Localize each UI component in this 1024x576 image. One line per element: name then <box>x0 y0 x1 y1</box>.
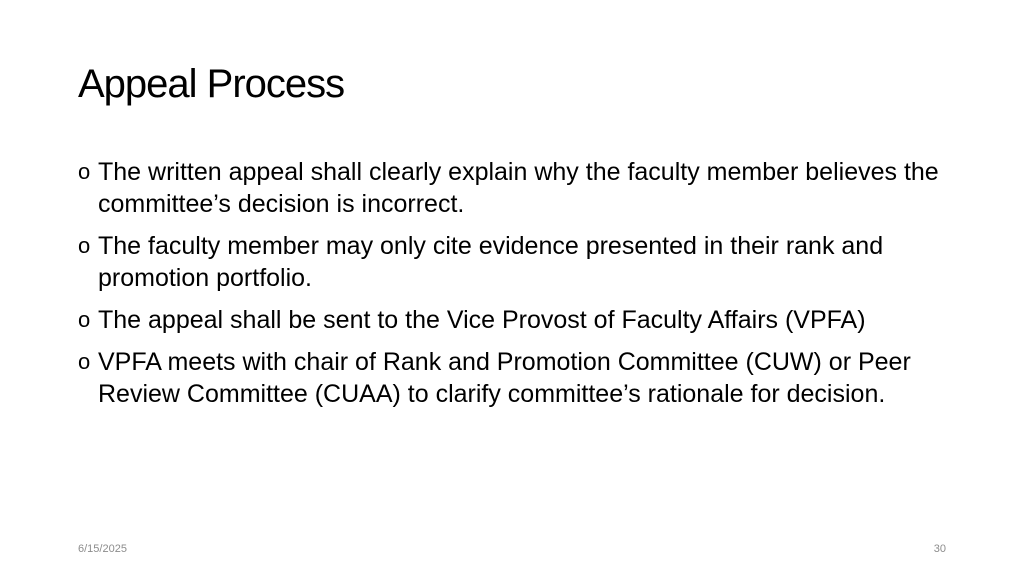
slide-title: Appeal Process <box>78 62 345 106</box>
bullet-text: VPFA meets with chair of Rank and Promotion Committee (CUW) or Peer Review Committee (CUAA) to clarify committee’s rationale for decision. <box>98 348 911 408</box>
bullet-marker: o <box>78 233 91 258</box>
bullet-text: The faculty member may only cite evidence presented in their rank and promotion portfolio. <box>98 232 884 292</box>
bullet-list <box>78 156 958 420</box>
bullet-marker: o <box>78 159 91 184</box>
footer-date: 6/15/2025 <box>78 543 127 555</box>
page-number: 30 <box>933 543 946 555</box>
bullet-item <box>78 304 958 336</box>
bullet-marker: o <box>78 349 91 374</box>
bullet-item <box>78 230 958 294</box>
bullet-text: The appeal shall be sent to the Vice Provost of Faculty Affairs (VPFA) <box>98 306 866 334</box>
bullet-text: The written appeal shall clearly explain why the faculty member believes the committee’s decision is incorrect. <box>98 158 939 218</box>
bullet-marker: o <box>78 307 91 332</box>
bullet-item <box>78 346 958 410</box>
bullet-item <box>78 156 958 220</box>
